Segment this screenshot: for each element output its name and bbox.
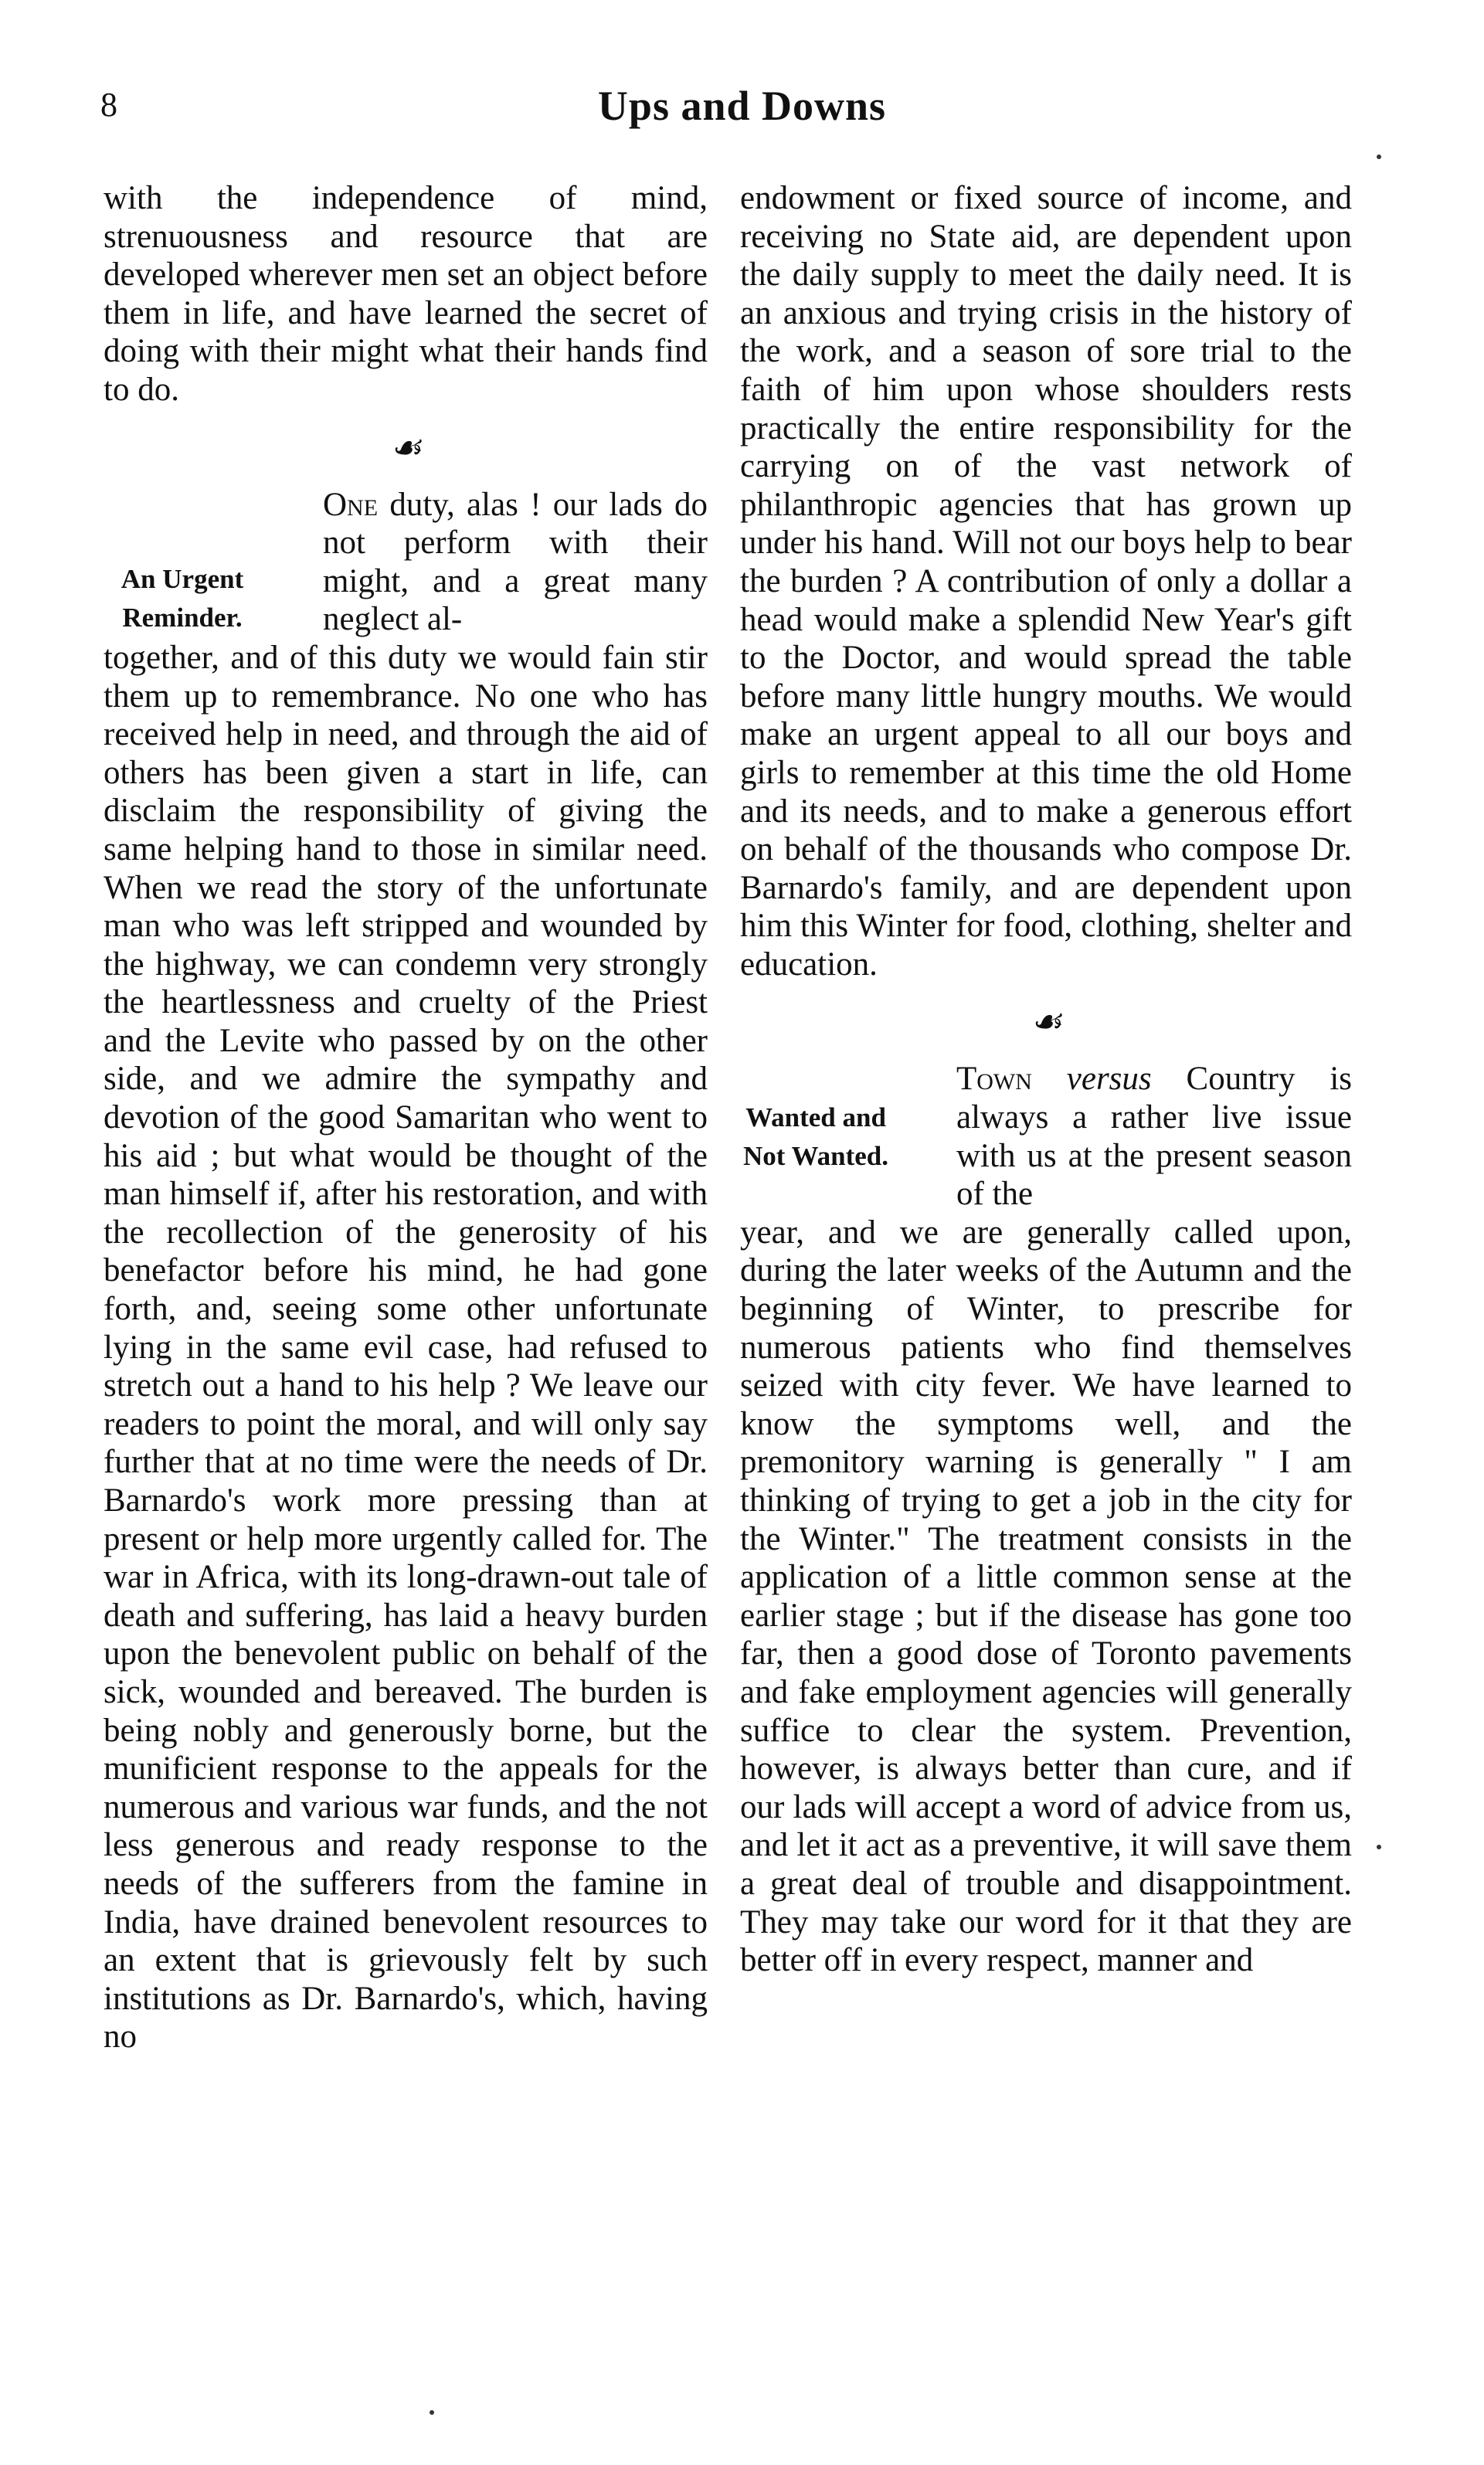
stray-print-mark [1377,154,1381,159]
side-heading-line-2: Reminder. [122,602,243,633]
running-head: Ups and Downs [597,83,887,129]
opening-word: Town [956,1061,1032,1098]
side-heading-urgent-reminder [97,560,267,637]
side-heading-line-1: Wanted and [745,1102,886,1133]
indented-text: Country is always a rather live issue with us at the present season of the [956,1061,1352,1213]
right-body-paragraph: year, and we are generally called upon, during the later weeks of the Autumn and the beginning of Winter, to prescribe for numerous patients who find themselves seized with city fever. We have learned to know the symptoms well, and the premonitory warning is generally " I am thinking of trying to get a job in the city for the Winter." The treatment consists in the application of a little common sense at the earlier stage ; but if the disease has gone too far, then a good dose of Toronto pavements and fake employment agencies will generally suffice to clear the system. Prevention, however, is always better than cure, and if our lads will accept a word of advice from us, and let it act as a preventive, it will save them a great deal of trouble and disappointment. They may take our word for it that they are better off in every respect, manner and [740,1214,1352,1979]
side-heading-line-1: An Urgent [121,563,244,594]
left-intro-paragraph: with the independence of mind, strenuousness and resource that are developed wherever men set an object before them in life, and have learned the secret of doing with their might what their hands find to do. [104,180,708,408]
fleuron-ornament-icon: ☙ [1030,1002,1062,1042]
section-wanted-not-wanted [740,1060,1352,1979]
indented-text: duty, alas ! our lads do not perform with their might, and a great many neglect al- [323,486,708,638]
section-urgent-reminder [104,486,708,2056]
right-continuation-paragraph: endowment or fixed source of income, and receiving no State aid, are dependent upon the daily supply to meet the daily need. It is an anxious and trying crisis in the history of the work, and a season of sore trial to the faith of him upon whose shoulders rests practically the entire responsibility for the carrying on of the vast network of philanthropic agencies that has grown up under his hand. Will not our boys help to bear the burden ? A contribution of only a dollar a head would make a splendid New Year's gift to the Doctor, and would spread the table before many little hungry mouths. We would make an urgent appeal to all our boys and girls to remember at this time the old Home and its needs, and to make a generous effort on behalf of the thousands who compose Dr. Barnardo's family, and are dependent upon him this Winter for food, clothing, shelter and education. [740,180,1352,983]
stray-print-mark [430,2410,434,2415]
opening-word: One [323,486,379,523]
side-heading-wanted [731,1098,901,1176]
left-column [104,179,708,2056]
left-body-paragraph: together, and of this duty we would fain stir them up to remembrance. No one who has received help in need, and through the aid of others has been given a start in life, can disclaim the responsibility of giving the same helping hand to those in similar need. When we read the story of the unfortunate man who was left stripped and wounded by the highway, we can condemn very strongly the heartlessness and cruelty of the Priest and the Levite who passed by on the other side, and we admire the sympathy and devotion of the good Samaritan who went to his aid ; but what would be thought of the man himself if, after his restoration, and with the recollection of the generosity of his benefactor before his mind, he had gone forth, and, seeing some other unfortunate lying in the same evil case, had refused to stretch out a hand to his help ? We leave our readers to point the moral, and will only say further that at no time were the needs of Dr. Barnardo's work more pressing than at present or help more urgently called for. The war in Africa, with its long-drawn-out tale of death and suffering, has laid a heavy burden upon the benevolent public on behalf of the sick, wounded and bereaved. The burden is being nobly and generously borne, but the munificient response to the appeals for the numerous and various war funds, and the not less generous and ready response to the needs of the sufferers from the famine in India, have drained benevolent resources to an extent that is grievously felt by such institutions as Dr. Barnardo's, which, having no [104,639,708,2056]
fleuron-ornament-icon: ☙ [389,427,422,467]
versus-word: versus [1066,1061,1152,1098]
side-heading-line-2: Not Wanted. [743,1141,888,1172]
page-number: 8 [100,86,117,124]
right-column [740,179,1352,1980]
stray-print-mark [1377,1845,1381,1849]
